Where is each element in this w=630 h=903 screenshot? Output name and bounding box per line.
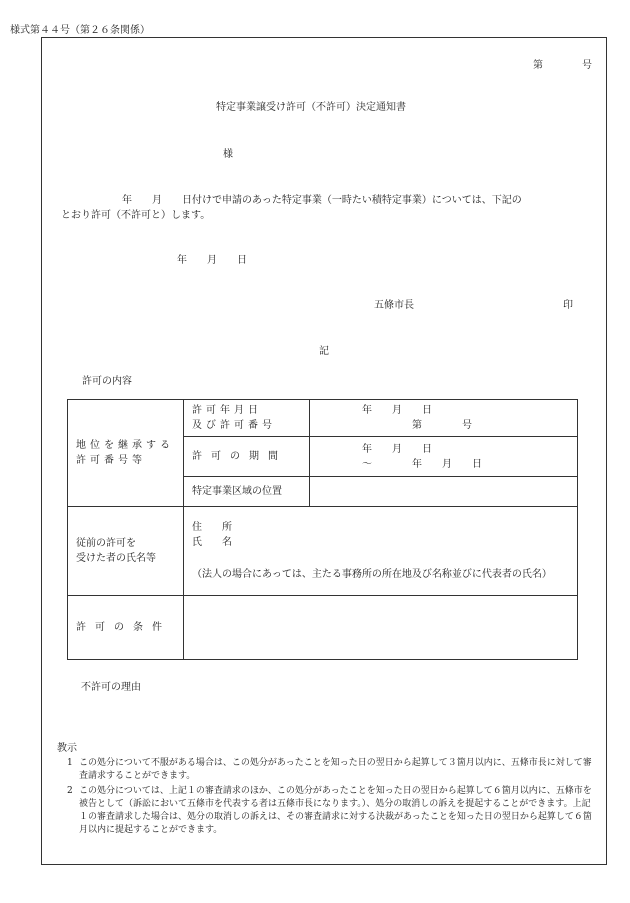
permit-period-label: 許可の期間 [184, 437, 310, 477]
ref-no-suffix: 号 [582, 60, 592, 71]
permit-conditions-value [184, 596, 578, 660]
permit-conditions-label: 許可の条件 [68, 596, 184, 660]
prior-permit-holder-label: 従前の許可を 受けた者の氏名等 [68, 507, 184, 596]
permit-date-number-value: 年 月 日 第 号 [310, 400, 578, 437]
refusal-reason-label: 不許可の理由 [81, 682, 141, 693]
issue-date-line: 年 月 日 [177, 255, 247, 266]
project-area-location-label: 特定事業区域の位置 [184, 477, 310, 507]
ki-heading: 記 [319, 346, 329, 357]
note-item: 2 この処分については、上記１の審査請求のほか、この処分があったことを知った日の翌日から起算して６箇月以内に、五條市を被告として（訴訟において五條市を代表する者は五條市長になります。）、処分の取消しの訴えを提起することができます。上記１の審査請求した場合は、処分の取消しの訴えは、その審査請求に対する決裁があったことを知った日の翌日から起算して６箇月以内に提起することができます。 [67, 786, 592, 835]
notes-heading: 教示 [57, 743, 77, 754]
note-item: 1 この処分について不服がある場合は、この処分があったことを知った日の翌日から起算して３箇月以内に、五條市長に対して審査請求することができます。 [67, 758, 592, 781]
project-area-location-value [310, 477, 578, 507]
issuer-name: 五條市長 [374, 300, 414, 311]
permit-period-value: 年 月 日 ～ 年 月 日 [310, 437, 578, 477]
body-line-2: とおり許可（不許可と）します。 [61, 210, 211, 221]
prior-permit-holder-value: 住 所 氏 名 （法人の場合にあっては、主たる事務所の所在地及び名称並びに代表者の氏名） [184, 507, 578, 596]
addressee-honorific: 様 [223, 149, 233, 160]
permit-content-label: 許可の内容 [82, 376, 132, 387]
permit-date-number-label: 許可年月日 及び許可番号 [184, 400, 310, 437]
ref-no-prefix: 第 [533, 60, 543, 71]
document-title: 特定事業譲受け許可（不許可）決定通知書 [216, 102, 406, 113]
instruction-notes [57, 742, 597, 837]
body-line-1: 年 月 日付けで申請のあった特定事業（一時たい積特定事業）については、下記の [122, 195, 522, 206]
succession-group-label: 地位を継承する 許可番号等 [68, 400, 184, 507]
form-number-label: 様式第４４号（第２６条関係） [10, 25, 150, 36]
issuer-seal: 印 [563, 300, 573, 311]
permit-detail-table [67, 399, 578, 660]
